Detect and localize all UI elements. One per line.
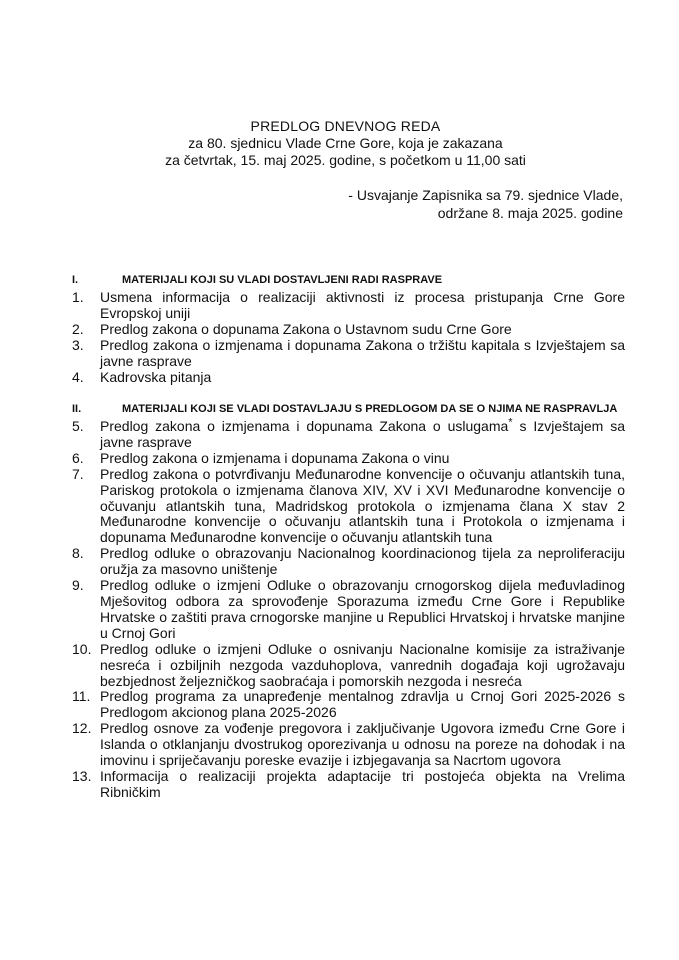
section-heading xyxy=(72,402,625,416)
agenda-item xyxy=(72,467,625,547)
item-text: Predlog zakona o izmjenama i dopunama Zakona o vinu xyxy=(100,449,450,466)
item-text: Predlog zakona o potvrđivanju Međunarodne konvencije o očuvanju atlantskih tuna, Pariskog protokola o izmjenama članova XIV, XV i XVI Međunarodne konvencije o očuvanju atlantskih tuna, Madridskog protokola o izmjenama člana X stav 2 Međunarodne konvencije o očuvanju atlantskih tuna i Protokola o izmjenama i dopunama Međunarodne konvencije o očuvanju atlantskih tuna xyxy=(100,465,625,546)
item-number: 12. xyxy=(72,720,92,737)
item-text: Usmena informacija o realizaciji aktivnosti iz procesa pristupanja Crne Gore Evropskoj uniji xyxy=(100,289,625,321)
item-text: Predlog zakona o dopunama Zakona o Ustavnom sudu Crne Gore xyxy=(100,320,512,337)
section-discussion xyxy=(72,273,625,385)
item-number: 13. xyxy=(72,767,92,784)
agenda-item xyxy=(72,451,625,467)
item-text: Predlog odluke o obrazovanju Nacionalnog koordinacionog tijela za neproliferaciju oružja za masovno uništenje xyxy=(100,545,625,578)
item-number: 6. xyxy=(72,449,84,466)
item-number: 1. xyxy=(72,289,84,305)
item-text: Informacija o realizaciji projekta adaptacije tri postojeća objekta na Vrelima Ribničkim xyxy=(100,767,625,800)
section-title: MATERIJALI KOJI SE VLADI DOSTAVLJAJU S PREDLOGOM DA SE O NJIMA NE RASPRAVLJA xyxy=(122,403,618,415)
section-title: MATERIJALI KOJI SU VLADI DOSTAVLJENI RADI RASPRAVE xyxy=(122,274,443,286)
agenda-item xyxy=(72,290,625,322)
item-text: Predlog programa za unapređenje mentalnog zdravlja u Crnoj Gori 2025-2026 s Predlogom akcionog plana 2025-2026 xyxy=(100,688,625,721)
agenda-list xyxy=(72,290,625,385)
footnote-asterisk: * xyxy=(508,416,513,429)
session-line: za 80. sjednicu Vlade Crne Gore, koja je zakazana xyxy=(188,135,503,151)
item-number: 2. xyxy=(72,320,84,337)
item-number: 4. xyxy=(72,368,84,385)
agenda-list xyxy=(72,416,625,801)
section-number: I. xyxy=(72,274,79,286)
item-text: Predlog odluke o izmjeni Odluke o osnivanju Nacionalne komisije za istraživanje nesreća i ozbiljnih nezgoda vazduhoplova, vanrednih događaja koji ugrožavaju bezbjednost željezničkog saobraćaja i pomorskih nezgoda i nesreća xyxy=(100,640,625,689)
item-text-part: Predlog zakona o izmjenama i dopunama Zakona o uslugama xyxy=(100,418,509,434)
item-number: 3. xyxy=(72,336,84,353)
agenda-title: PREDLOG DNEVNOG REDA xyxy=(250,118,441,134)
item-number: 7. xyxy=(72,465,84,482)
item-number: 5. xyxy=(72,418,84,434)
item-number: 10. xyxy=(72,640,92,657)
agenda-item xyxy=(72,689,625,721)
agenda-item xyxy=(72,416,625,451)
item-number: 11. xyxy=(72,688,91,705)
item-number: 9. xyxy=(72,577,84,594)
agenda-item xyxy=(72,370,625,386)
item-text-part: s Izvještajem sa javne rasprave xyxy=(100,418,625,450)
minutes-line-1: - Usvajanje Zapisnika sa 79. sjednice Vlade, xyxy=(348,187,623,203)
agenda-item xyxy=(72,721,625,769)
section-heading xyxy=(72,273,625,287)
session-date-line: za četvrtak, 15. maj 2025. godine, s početkom u 11,00 sati xyxy=(165,152,526,168)
agenda-item xyxy=(72,578,625,642)
item-text xyxy=(100,416,625,451)
minutes-line-2: održane 8. maja 2025. godine xyxy=(437,205,623,221)
agenda-item xyxy=(72,322,625,338)
section-no-discussion xyxy=(72,402,625,801)
agenda-item xyxy=(72,769,625,801)
agenda-item xyxy=(72,546,625,578)
item-text: Kadrovska pitanja xyxy=(100,368,212,385)
minutes-approval xyxy=(348,186,623,222)
agenda-item xyxy=(72,338,625,370)
item-text: Predlog osnove za vođenje pregovora i zaključivanje Ugovora između Crne Gore i Islanda o otklanjanju dvostrukog oporezivanja u odnosu na poreze na dohodak i na imovinu i spriječavanju poreske evazije i izbjegavanja sa Nacrtom ugovora xyxy=(100,720,625,769)
section-number: II. xyxy=(72,403,82,415)
item-number: 8. xyxy=(72,545,84,562)
agenda-item xyxy=(72,642,625,690)
item-text: Predlog odluke o izmjeni Odluke o obrazovanju crnogorskog dijela međuvladinog Mješovitog odbora za sprovođenje Sporazuma između Crne Gore i Republike Hrvatske o zaštiti prava crnogorske manjine u Republici Hrvatskoj i hrvatske manjine u Crnoj Gori xyxy=(100,577,625,641)
agenda-header xyxy=(0,118,679,169)
item-text: Predlog zakona o izmjenama i dopunama Zakona o tržištu kapitala s Izvještajem sa javne rasprave xyxy=(100,336,625,369)
